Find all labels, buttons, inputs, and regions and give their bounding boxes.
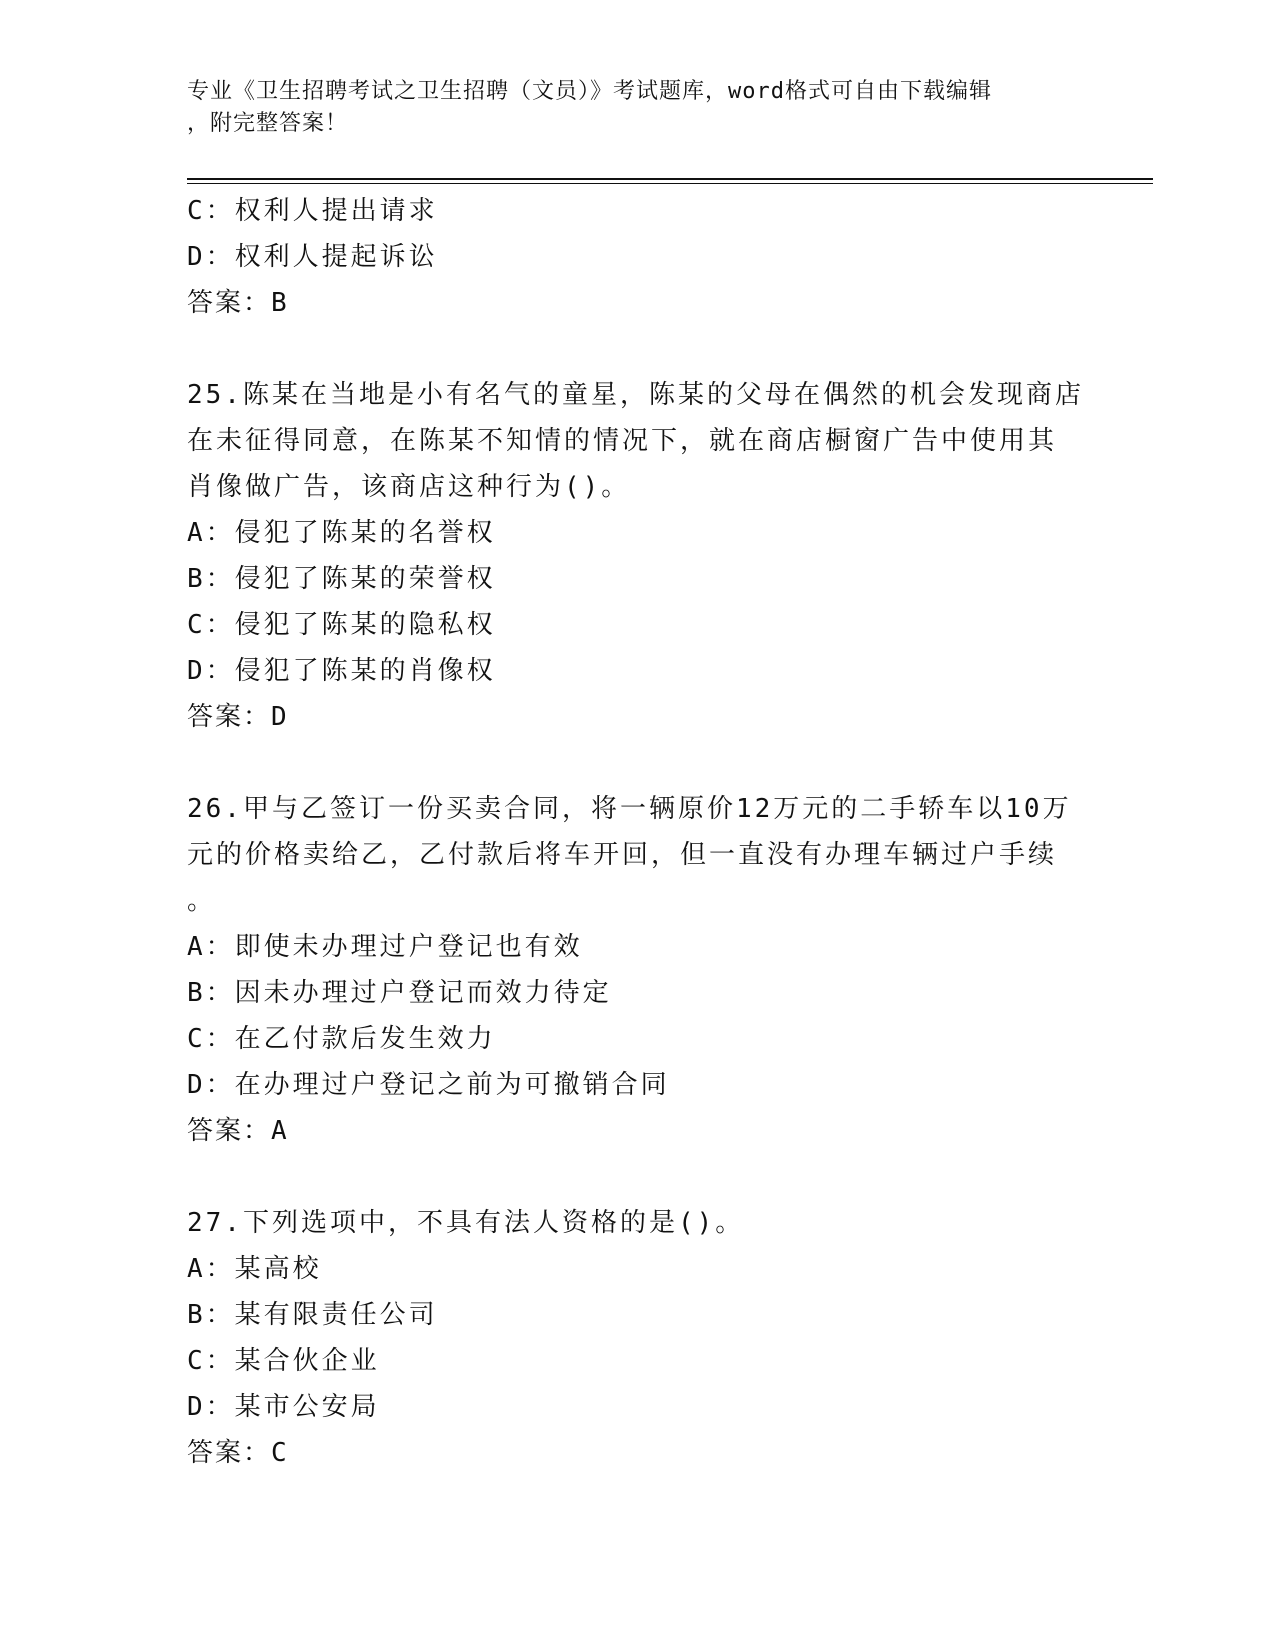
answer-label: 答案： (187, 1438, 272, 1468)
header-divider-thick (187, 178, 1153, 180)
answer-line (187, 1430, 1087, 1476)
option-a: A：某高校 (187, 1254, 322, 1284)
question-25 (187, 372, 1087, 740)
option-b: B：某有限责任公司 (187, 1300, 438, 1330)
option-c: C：权利人提出请求 (187, 196, 438, 226)
header-divider-thin (187, 183, 1153, 184)
document-header (187, 76, 1067, 140)
answer-value: A (271, 1116, 289, 1146)
option-a: A：侵犯了陈某的名誉权 (187, 518, 496, 548)
spacer (187, 1154, 1087, 1200)
question-text-line-2: 在未征得同意，在陈某不知情的情况下，就在商店橱窗广告中使用其 (187, 426, 1058, 456)
option-c: C：在乙付款后发生效力 (187, 1024, 496, 1054)
question-24 (187, 188, 1087, 326)
answer-label: 答案： (187, 288, 272, 318)
option-b: B：侵犯了陈某的荣誉权 (187, 564, 496, 594)
question-text-line-1: 26.甲与乙签订一份买卖合同，将一辆原价12万元的二手轿车以10万 (187, 794, 1072, 824)
option-d: D：某市公安局 (187, 1392, 380, 1422)
question-text-line-1: 25.陈某在当地是小有名气的童星，陈某的父母在偶然的机会发现商店 (187, 380, 1084, 410)
question-text-line-3: 。 (187, 886, 217, 916)
question-27 (187, 1200, 1087, 1476)
answer-label: 答案： (187, 1116, 272, 1146)
spacer (187, 740, 1087, 786)
question-26 (187, 786, 1087, 1154)
answer-line (187, 694, 1087, 740)
answer-line (187, 1108, 1087, 1154)
question-text-line-2: 元的价格卖给乙，乙付款后将车开回，但一直没有办理车辆过户手续 (187, 840, 1058, 870)
option-d: D：权利人提起诉讼 (187, 242, 438, 272)
header-line-2: ，附完整答案！ (187, 111, 349, 136)
option-d: D：在办理过户登记之前为可撤销合同 (187, 1070, 670, 1100)
header-line-1: 专业《卫生招聘考试之卫生招聘（文员）》考试题库，word格式可自由下载编辑 (187, 79, 992, 104)
answer-value: D (271, 702, 289, 732)
option-c: C：侵犯了陈某的隐私权 (187, 610, 496, 640)
question-text-line-3: 肖像做广告，该商店这种行为()。 (187, 472, 631, 502)
spacer (187, 326, 1087, 372)
option-d: D：侵犯了陈某的肖像权 (187, 656, 496, 686)
question-text-line-1: 27.下列选项中，不具有法人资格的是()。 (187, 1208, 745, 1238)
question-list (187, 188, 1087, 1476)
option-a: A：即使未办理过户登记也有效 (187, 932, 583, 962)
answer-value: B (271, 288, 289, 318)
option-c: C：某合伙企业 (187, 1346, 380, 1376)
answer-line (187, 280, 1087, 326)
answer-label: 答案： (187, 702, 272, 732)
answer-value: C (271, 1438, 289, 1468)
option-b: B：因未办理过户登记而效力待定 (187, 978, 612, 1008)
